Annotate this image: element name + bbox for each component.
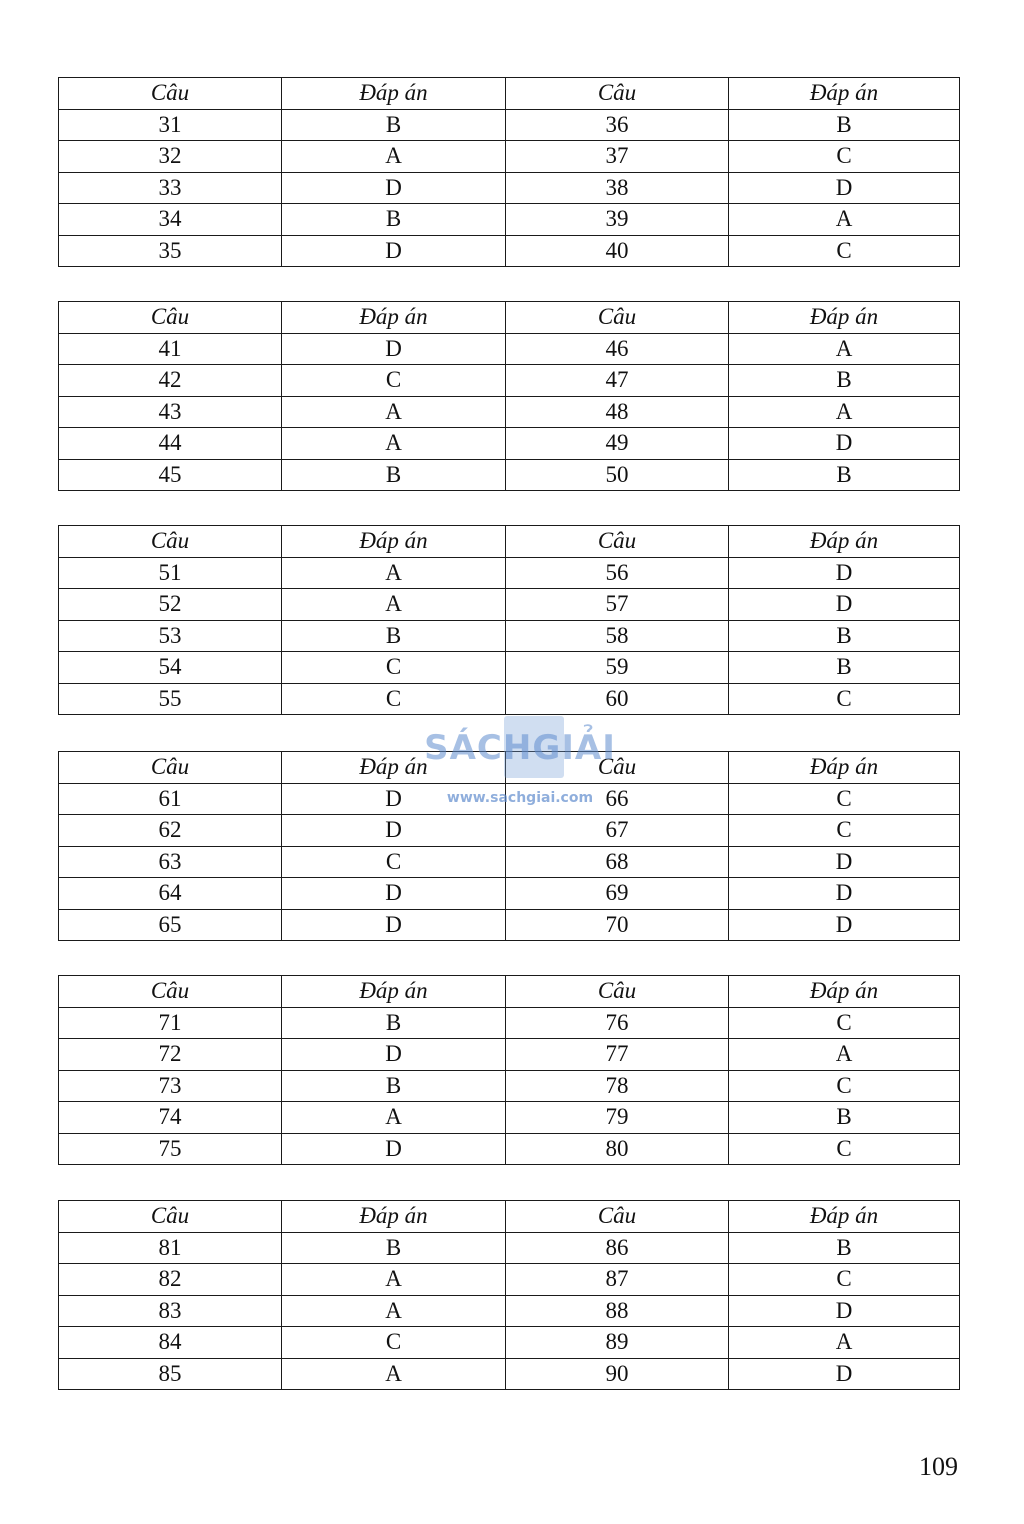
header-answer: Đáp án (729, 78, 960, 110)
question-number: 55 (59, 683, 282, 715)
answer-letter: B (729, 1232, 960, 1264)
header-question: Câu (59, 976, 282, 1008)
question-number: 80 (506, 1133, 729, 1165)
table-row (59, 1264, 960, 1296)
table-row (59, 1007, 960, 1039)
answer-letter: C (729, 1070, 960, 1102)
question-number: 43 (59, 396, 282, 428)
answer-letter: D (729, 878, 960, 910)
answer-table (58, 1200, 960, 1390)
question-number: 76 (506, 1007, 729, 1039)
question-number: 90 (506, 1358, 729, 1390)
answer-letter: D (729, 1358, 960, 1390)
question-number: 36 (506, 109, 729, 141)
question-number: 33 (59, 172, 282, 204)
table-row (59, 878, 960, 910)
answer-letter: A (282, 396, 506, 428)
answer-letter: C (282, 846, 506, 878)
question-number: 51 (59, 557, 282, 589)
answer-letter: A (282, 557, 506, 589)
table-row (59, 333, 960, 365)
question-number: 34 (59, 204, 282, 236)
answer-letter: C (729, 1264, 960, 1296)
answer-letter: D (282, 1039, 506, 1071)
table-row (59, 783, 960, 815)
question-number: 54 (59, 652, 282, 684)
question-number: 72 (59, 1039, 282, 1071)
table-row (59, 589, 960, 621)
answer-letter: A (282, 1264, 506, 1296)
answer-letter: D (282, 783, 506, 815)
header-answer: Đáp án (729, 302, 960, 334)
header-answer: Đáp án (729, 1201, 960, 1233)
table-row (59, 172, 960, 204)
answer-letter: D (282, 815, 506, 847)
answer-letter: A (729, 1039, 960, 1071)
answer-letter: D (282, 909, 506, 941)
table-row (59, 459, 960, 491)
table-header-row (59, 302, 960, 334)
answer-letter: A (282, 1358, 506, 1390)
answer-letter: A (282, 1295, 506, 1327)
answer-letter: C (729, 683, 960, 715)
answer-letter: A (282, 141, 506, 173)
answer-letter: A (729, 1327, 960, 1359)
answer-letter: B (282, 1007, 506, 1039)
question-number: 31 (59, 109, 282, 141)
table-header-row (59, 1201, 960, 1233)
question-number: 81 (59, 1232, 282, 1264)
answer-table (58, 975, 960, 1165)
answer-table (58, 77, 960, 267)
answer-letter: C (729, 141, 960, 173)
header-question: Câu (506, 302, 729, 334)
question-number: 69 (506, 878, 729, 910)
answer-letter: C (729, 783, 960, 815)
answer-letter: D (282, 1133, 506, 1165)
answer-letter: B (282, 459, 506, 491)
answer-letter: D (729, 1295, 960, 1327)
answer-letter: A (729, 204, 960, 236)
question-number: 71 (59, 1007, 282, 1039)
header-answer: Đáp án (282, 752, 506, 784)
table-header-row (59, 752, 960, 784)
answer-letter: D (282, 235, 506, 267)
question-number: 70 (506, 909, 729, 941)
header-answer: Đáp án (729, 752, 960, 784)
question-number: 68 (506, 846, 729, 878)
header-question: Câu (59, 302, 282, 334)
header-question: Câu (506, 1201, 729, 1233)
header-question: Câu (59, 752, 282, 784)
answer-letter: A (282, 428, 506, 460)
question-number: 79 (506, 1102, 729, 1134)
question-number: 63 (59, 846, 282, 878)
question-number: 57 (506, 589, 729, 621)
question-number: 40 (506, 235, 729, 267)
question-number: 62 (59, 815, 282, 847)
question-number: 48 (506, 396, 729, 428)
answer-letter: C (282, 652, 506, 684)
question-number: 41 (59, 333, 282, 365)
answer-letter: B (282, 620, 506, 652)
header-answer: Đáp án (282, 78, 506, 110)
answer-letter: B (729, 365, 960, 397)
table-row (59, 396, 960, 428)
answer-letter: D (729, 172, 960, 204)
table-row (59, 846, 960, 878)
answer-letter: B (729, 652, 960, 684)
question-number: 82 (59, 1264, 282, 1296)
question-number: 53 (59, 620, 282, 652)
table-row (59, 683, 960, 715)
answer-letter: B (729, 1102, 960, 1134)
question-number: 32 (59, 141, 282, 173)
question-number: 84 (59, 1327, 282, 1359)
answer-letter: B (729, 459, 960, 491)
answer-letter: B (282, 1070, 506, 1102)
question-number: 89 (506, 1327, 729, 1359)
question-number: 46 (506, 333, 729, 365)
answer-letter: C (282, 1327, 506, 1359)
table-row (59, 1039, 960, 1071)
answer-letter: C (729, 815, 960, 847)
table-row (59, 141, 960, 173)
table-row (59, 109, 960, 141)
header-question: Câu (506, 752, 729, 784)
question-number: 45 (59, 459, 282, 491)
header-answer: Đáp án (282, 526, 506, 558)
watermark-url: www.sachgiai.com (446, 790, 594, 806)
table-row (59, 1070, 960, 1102)
answer-letter: A (729, 396, 960, 428)
question-number: 83 (59, 1295, 282, 1327)
question-number: 39 (506, 204, 729, 236)
answer-table (58, 301, 960, 491)
table-header-row (59, 976, 960, 1008)
question-number: 75 (59, 1133, 282, 1165)
question-number: 64 (59, 878, 282, 910)
question-number: 66 (506, 783, 729, 815)
question-number: 49 (506, 428, 729, 460)
answer-letter: C (282, 365, 506, 397)
table-row (59, 204, 960, 236)
table-row (59, 1358, 960, 1390)
answer-letter: C (729, 235, 960, 267)
question-number: 65 (59, 909, 282, 941)
question-number: 42 (59, 365, 282, 397)
question-number: 86 (506, 1232, 729, 1264)
question-number: 73 (59, 1070, 282, 1102)
question-number: 56 (506, 557, 729, 589)
answer-table (58, 751, 960, 941)
table-row (59, 1295, 960, 1327)
header-question: Câu (506, 976, 729, 1008)
table-row (59, 1133, 960, 1165)
question-number: 60 (506, 683, 729, 715)
answer-letter: C (729, 1133, 960, 1165)
header-answer: Đáp án (282, 1201, 506, 1233)
header-question: Câu (59, 78, 282, 110)
answer-letter: D (282, 172, 506, 204)
table-row (59, 1327, 960, 1359)
answer-letter: B (729, 620, 960, 652)
answer-letter: D (729, 557, 960, 589)
page-number: 109 (919, 1452, 958, 1481)
answer-letter: C (282, 683, 506, 715)
answer-letter: D (729, 428, 960, 460)
question-number: 78 (506, 1070, 729, 1102)
question-number: 77 (506, 1039, 729, 1071)
watermark-brand: SÁCHGIẢI (424, 728, 616, 768)
table-row (59, 909, 960, 941)
question-number: 52 (59, 589, 282, 621)
question-number: 38 (506, 172, 729, 204)
question-number: 50 (506, 459, 729, 491)
question-number: 87 (506, 1264, 729, 1296)
answer-letter: B (282, 1232, 506, 1264)
table-row (59, 428, 960, 460)
table-header-row (59, 78, 960, 110)
header-answer: Đáp án (729, 526, 960, 558)
table-row (59, 815, 960, 847)
table-row (59, 1232, 960, 1264)
question-number: 37 (506, 141, 729, 173)
question-number: 58 (506, 620, 729, 652)
answer-letter: B (729, 109, 960, 141)
table-row (59, 235, 960, 267)
table-row (59, 557, 960, 589)
answer-letter: D (729, 589, 960, 621)
answer-letter: A (282, 589, 506, 621)
table-row (59, 652, 960, 684)
answer-letter: D (282, 878, 506, 910)
question-number: 47 (506, 365, 729, 397)
question-number: 88 (506, 1295, 729, 1327)
answer-letter: D (282, 333, 506, 365)
table-row (59, 1102, 960, 1134)
question-number: 44 (59, 428, 282, 460)
answer-table (58, 525, 960, 715)
header-answer: Đáp án (729, 976, 960, 1008)
question-number: 35 (59, 235, 282, 267)
question-number: 67 (506, 815, 729, 847)
question-number: 74 (59, 1102, 282, 1134)
answer-letter: A (729, 333, 960, 365)
question-number: 85 (59, 1358, 282, 1390)
question-number: 59 (506, 652, 729, 684)
question-number: 61 (59, 783, 282, 815)
table-row (59, 365, 960, 397)
header-question: Câu (59, 526, 282, 558)
header-question: Câu (506, 526, 729, 558)
header-answer: Đáp án (282, 976, 506, 1008)
header-question: Câu (506, 78, 729, 110)
answer-letter: D (729, 909, 960, 941)
answer-letter: B (282, 109, 506, 141)
answer-letter: C (729, 1007, 960, 1039)
answer-letter: D (729, 846, 960, 878)
header-answer: Đáp án (282, 302, 506, 334)
table-header-row (59, 526, 960, 558)
answer-letter: B (282, 204, 506, 236)
table-row (59, 620, 960, 652)
answer-letter: A (282, 1102, 506, 1134)
header-question: Câu (59, 1201, 282, 1233)
